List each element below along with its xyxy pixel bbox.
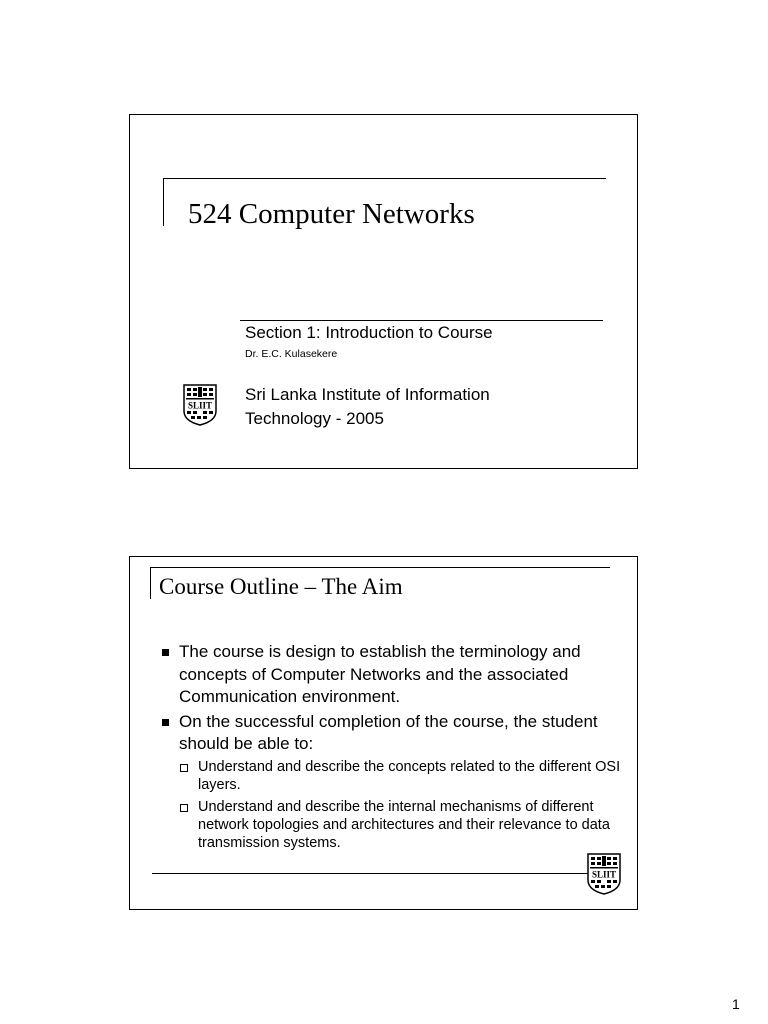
footer-rule — [152, 873, 592, 874]
bullet-item — [160, 641, 630, 709]
institution-line-2: Technology - 2005 — [245, 409, 384, 428]
section-heading: Section 1: Introduction to Course — [245, 323, 493, 342]
sub-bullet-text: Understand and describe the internal mechanisms of different network topologies and architectures and their relevance to data transmission systems. — [198, 798, 610, 851]
author-name: Dr. E.C. Kulasekere — [245, 348, 338, 360]
sub-bullet-item — [179, 758, 630, 794]
course-outline-slide — [129, 556, 638, 910]
svg-text:SLIIT: SLIIT — [187, 400, 213, 411]
institution-name — [245, 383, 490, 431]
hollow-square-bullet-icon — [180, 764, 188, 772]
sub-bullet-text: Understand and describe the concepts related to the different OSI layers. — [198, 758, 621, 793]
square-bullet-icon — [162, 649, 169, 656]
sliit-logo-icon — [182, 383, 218, 427]
square-bullet-icon — [162, 719, 169, 726]
institution-line-1: Sri Lanka Institute of Information — [245, 385, 490, 404]
title-left-rule — [150, 567, 151, 599]
bullet-item — [160, 711, 630, 756]
bullet-text: The course is design to establish the terminology and concepts of Computer Networks and the associated Communication environment. — [179, 642, 581, 706]
hollow-square-bullet-icon — [180, 804, 188, 812]
title-top-rule — [150, 567, 610, 568]
title-slide — [129, 114, 638, 469]
title-top-rule — [163, 178, 606, 179]
slide-title: 524 Computer Networks — [188, 198, 475, 230]
title-left-rule — [163, 178, 164, 226]
sliit-logo-icon — [585, 852, 623, 896]
sub-bullet-item — [179, 798, 630, 852]
page-number: 1 — [732, 996, 740, 1012]
svg-text:SLIIT: SLIIT — [591, 869, 617, 880]
slide-title: Course Outline – The Aim — [159, 574, 403, 599]
subtitle-rule — [240, 320, 603, 321]
bullet-list — [160, 641, 630, 856]
bullet-text: On the successful completion of the course, the student should be able to: — [179, 711, 598, 753]
